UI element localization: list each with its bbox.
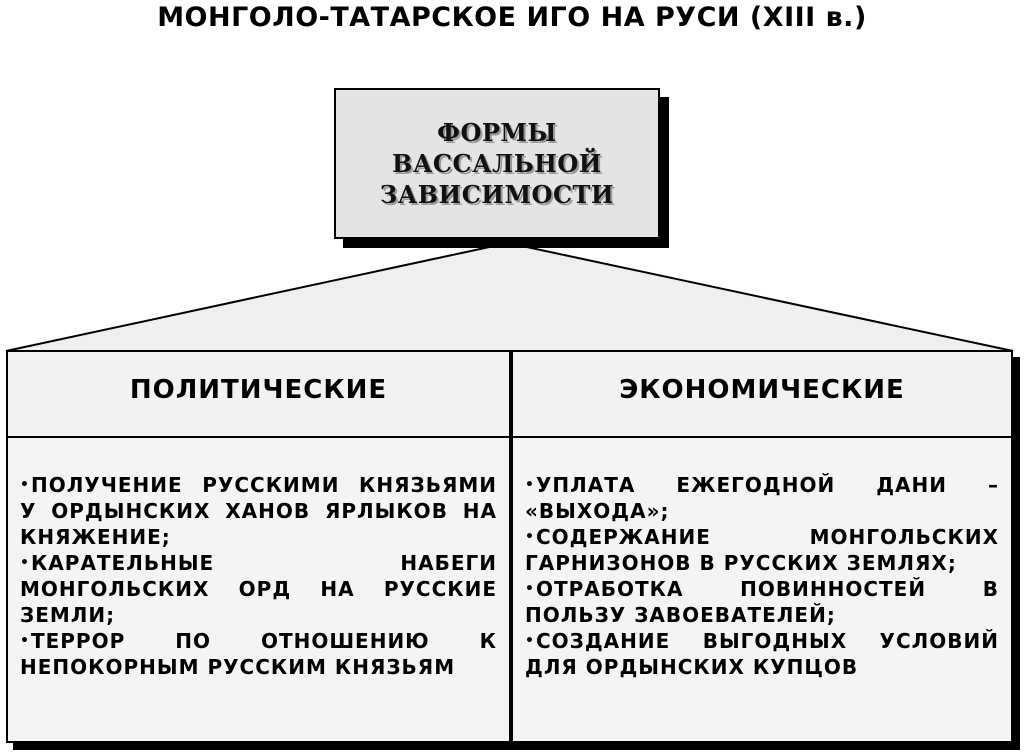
page-title: МОНГОЛО-ТАТАРСКОЕ ИГО НА РУСИ (XIII в.)	[157, 2, 867, 33]
list-item: •СОДЕРЖАНИЕ МОНГОЛЬСКИХ ГАРНИЗОНОВ В РУССКИХ ЗЕМЛЯХ;	[525, 525, 999, 575]
central-box	[334, 88, 660, 239]
list-item: •СОЗДАНИЕ ВЫГОДНЫХ УСЛОВИЙ ДЛЯ ОРДЫНСКИХ КУПЦОВ	[525, 629, 999, 679]
roof-triangle	[6, 243, 1013, 351]
economic-column	[511, 350, 1013, 743]
economic-list	[525, 472, 999, 680]
bullet-icon: •	[525, 477, 535, 493]
bullet-icon: •	[525, 633, 535, 649]
list-item: •УПЛАТА ЕЖЕГОДНОЙ ДАНИ – «ВЫХОДА»;	[525, 473, 999, 523]
list-item: •ПОЛУЧЕНИЕ РУССКИМИ КНЯЗЬЯМИ У ОРДЫНСКИХ ХАНОВ ЯРЛЫКОВ НА КНЯЖЕНИЕ;	[20, 473, 497, 549]
list-item: •ОТРАБОТКА ПОВИННОСТЕЙ В ПОЛЬЗУ ЗАВОЕВАТЕЛЕЙ;	[525, 577, 999, 627]
political-body	[8, 438, 509, 741]
bullet-icon: •	[20, 555, 30, 571]
bullet-icon: •	[525, 581, 535, 597]
political-header: ПОЛИТИЧЕСКИЕ	[8, 352, 509, 438]
economic-body	[513, 438, 1011, 741]
central-box-line-1: ФОРМЫ	[437, 118, 557, 147]
political-list	[20, 472, 497, 680]
bullet-icon: •	[20, 477, 30, 493]
list-item: •ТЕРРОР ПО ОТНОШЕНИЮ К НЕПОКОРНЫМ РУССКИМ КНЯЗЬЯМ	[20, 629, 497, 679]
bullet-icon: •	[20, 633, 30, 649]
list-item: •КАРАТЕЛЬНЫЕ НАБЕГИ МОНГОЛЬСКИХ ОРД НА РУССКИЕ ЗЕМЛИ;	[20, 551, 497, 627]
political-column	[6, 350, 511, 743]
central-box-line-3: ЗАВИСИМОСТИ	[379, 180, 615, 209]
economic-header: ЭКОНОМИЧЕСКИЕ	[513, 352, 1011, 438]
central-box-text	[380, 117, 614, 210]
central-box-line-2: ВАССАЛЬНОЙ	[392, 149, 602, 178]
bullet-icon: •	[525, 529, 535, 545]
